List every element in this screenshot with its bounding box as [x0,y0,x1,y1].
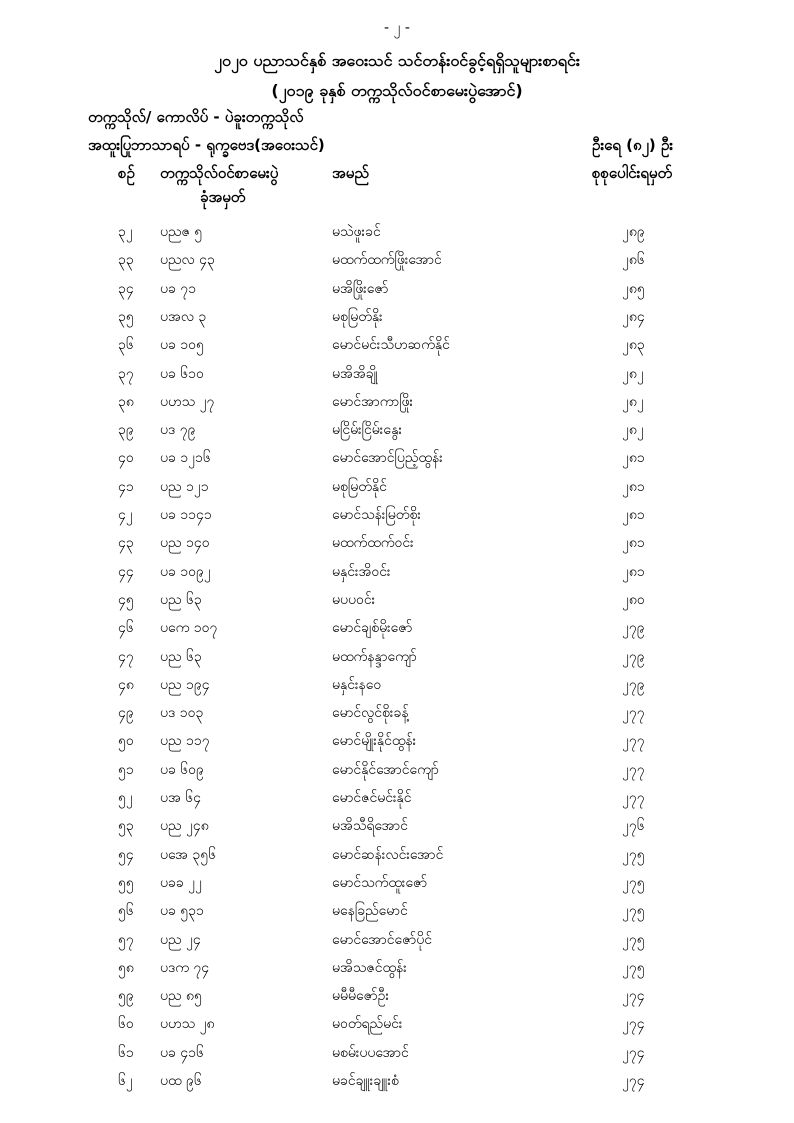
table-row [0,448,794,476]
table-row [0,562,794,590]
roll-number: ပခခ ၂၂ [160,874,202,891]
total-marks: ၂၇၉ [622,620,645,637]
total-marks: ၂၈၃ [622,337,645,354]
table-row [0,1043,794,1071]
total-marks: ၂၈၁ [622,535,645,552]
roll-number: ပခ ၁၂၁၆ [160,450,211,467]
row-number: ၆၀ [118,1016,134,1033]
table-row [0,930,794,958]
header-no: စဉ် [118,164,135,182]
row-number: ၄၅ [118,591,134,608]
roll-number: ပခ ၇၁ [160,280,197,297]
table-row [0,335,794,363]
total-marks: ၂၈၁ [622,507,645,523]
row-number: ၄၃ [118,535,134,552]
page-number: - ၂ - [384,20,410,36]
roll-number: ပအ ၆၄ [160,790,202,806]
row-number: ၃၅ [118,308,134,325]
roll-number: ပညဇ ၅ [160,224,203,240]
university-line: တက္ကသိုလ်/ ကောလိပ် - ပဲခူးတက္ကသိုလ် [88,108,304,126]
roll-number: ပခ ၅၃၁ [160,903,204,920]
table-row [0,420,794,448]
row-number: ၄၈ [118,676,134,693]
student-name: မောင်မျိုးနိုင်ထွန်း [332,733,417,750]
total-marks: ၂၇၇ [622,761,645,778]
header-roll-line2: ခုံအမှတ် [200,188,246,206]
student-name: မထက်ထက်ဖြိုးအောင် [332,252,442,269]
student-name: မောင်ဆန်းလင်းအောင် [332,846,444,863]
roll-number: ပခ ၆၀၉ [160,761,204,778]
student-name: မအိအိချို [332,365,378,382]
total-marks: ၂၇၇ [622,705,645,722]
row-number: ၅၃ [118,818,134,835]
roll-number: ပည ၁၉၄ [160,676,210,693]
table-row [0,364,794,392]
row-number: ၅၂ [118,790,133,806]
table-row [0,816,794,844]
student-name: မောင်နိုင်အောင်ကျော် [332,761,439,778]
table-row [0,307,794,335]
student-name: မောင်လွင်စိုးခန့် [332,705,409,722]
roll-number: ပည ၁၄၀ [160,535,210,552]
roll-number: ပဒ ၁၀၃ [160,705,204,722]
roll-number: ပည ၈၅ [160,988,202,1005]
student-name: မထက်နန္ဒာကျော် [332,648,417,665]
student-name: မောင်သန်းမြတ်စိုး [332,507,421,523]
roll-number: ပခ ၁၁၄၁ [160,507,212,523]
table-row [0,845,794,873]
student-name: မနေခြည်မောင် [332,903,408,920]
total-marks: ၂၈၁ [622,478,645,495]
roll-number: ပည ၁၂၁ [160,478,209,495]
row-number: ၃၈ [118,393,134,410]
student-name: မထက်ထက်ဝင်း [332,535,414,552]
student-name: မအိသဇင်ထွန်း [332,959,407,976]
row-number: ၄၆ [118,620,134,637]
table-row [0,703,794,731]
table-row [0,533,794,561]
total-marks: ၂၇၄ [622,1016,645,1033]
header-roll: တက္ကသိုလ်ဝင်စာမေးပွဲ [160,164,279,182]
header-name: အမည် [332,164,369,182]
total-marks: ၂၈၁ [622,450,645,467]
total-marks: ၂၈၁ [622,563,645,580]
total-marks: ၂၈၂ [622,365,644,382]
student-name: မောင်အောင်ပြည့်ထွန်း [332,450,443,467]
table-row [0,675,794,703]
roll-number: ပဟသ ၂၈ [160,1016,215,1033]
table-row [0,873,794,901]
count-label: ဦးရေ (၈၂) ဦး [592,136,674,154]
row-number: ၃၃ [118,252,134,269]
total-marks: ၂၇၅ [622,903,645,920]
student-name: မငြိမ်းငြိမ်းနွေး [332,422,402,439]
total-marks: ၂၇၄ [622,988,645,1005]
roll-number: ပထ ၉၆ [160,1073,202,1089]
student-name: မောင်အာကာဖြိုး [332,393,414,410]
row-number: ၅၈ [118,959,134,976]
student-name: မောင်ဇင်မင်းနိုင် [332,790,412,806]
student-name: မောင်မင်းသီဟဆက်နိုင် [332,337,450,354]
row-number: ၅၆ [118,903,134,920]
row-number: ၅၉ [118,988,134,1005]
row-number: ၃၉ [118,422,134,439]
student-name: မပပဝင်း [332,591,376,608]
roll-number: ပခ ၆၁၀ [160,365,204,382]
total-marks: ၂၇၉ [622,676,645,693]
total-marks: ၂၇၄ [622,1044,645,1061]
table-row [0,505,794,533]
student-name: မသဲဖူးခင် [332,224,381,240]
student-name: မအိဖြိုးဇော် [332,280,389,297]
roll-number: ပဒက ၇၄ [160,959,210,976]
table-row [0,392,794,420]
row-number: ၄၀ [118,450,134,467]
row-number: ၃၇ [118,365,134,382]
row-number: ၅၀ [118,733,134,750]
table-row [0,250,794,278]
table-row [0,901,794,929]
table-row [0,1014,794,1042]
student-name: မစမ်းပပအောင် [332,1044,409,1061]
roll-number: ပဟသ ၂၇ [160,393,215,410]
total-marks: ၂၇၇ [622,733,645,750]
student-name: မောင်ချစ်မိုးဇော် [332,620,413,637]
row-number: ၆၂ [118,1073,133,1089]
total-marks: ၂၈၂ [622,393,644,410]
row-number: ၄၂ [118,507,133,523]
roll-number: ပကေ ၁၀၇ [160,620,218,637]
total-marks: ၂၇၅ [622,959,645,976]
table-row [0,788,794,816]
row-number: ၄၁ [118,478,134,495]
table-row [0,590,794,618]
total-marks: ၂၈၅ [622,280,645,297]
roll-number: ပဒ ၇၉ [160,422,196,439]
header-marks: စုစုပေါင်းရမှတ် [592,164,673,182]
row-number: ၆၁ [118,1044,134,1061]
total-marks: ၂၇၆ [622,818,645,835]
total-marks: ၂၈၄ [622,308,645,325]
row-number: ၄၄ [118,563,134,580]
total-marks: ၂၈၉ [622,224,645,240]
student-name: မမီမီဇော်ဦး [332,988,389,1005]
table-row [0,986,794,1014]
roll-number: ပအေ ၃၅၆ [160,846,216,863]
student-name: မစုမြတ်နိုင် [332,478,387,495]
roll-number: ပခ ၄၁၆ [160,1044,204,1061]
total-marks: ၂၈၆ [622,252,645,269]
roll-number: ပည ၆၃ [160,591,202,608]
roll-number: ပည ၂၄ [160,931,201,948]
student-name: မနှင်းအိဝင်း [332,563,391,580]
roll-number: ပအလ ၃ [160,308,207,325]
table-row [0,618,794,646]
row-number: ၅၅ [118,874,134,891]
total-marks: ၂၇၄ [622,1073,645,1089]
table-row [0,760,794,788]
row-number: ၃၂ [118,224,133,240]
row-number: ၃၄ [118,280,134,297]
table-row [0,731,794,759]
table-row [0,1071,794,1099]
student-name: မောင်အောင်ဇော်ပိုင် [332,931,432,948]
document-title: ၂၀၂၀ ပညာသင်နှစ် အဝေးသင် သင်တန်းဝင်ခွင့်ရရှိသူများစာရင်း [214,51,580,70]
student-name: မနှင်းနဝေ [332,676,382,693]
total-marks: ၂၇၇ [622,790,645,806]
total-marks: ၂၈၀ [622,591,645,608]
student-name: မဝတ်ရည်မင်း [332,1016,403,1033]
student-name: မစုမြတ်နိုး [332,308,383,325]
table-row [0,222,794,250]
roll-number: ပည ၆၃ [160,648,202,665]
row-number: ၄၇ [118,648,134,665]
roll-number: ပည ၂၄၈ [160,818,209,835]
document-subtitle: (၂၀၁၉ ခုနှစ် တက္ကသိုလ်ဝင်စာမေးပွဲအောင်) [271,81,523,100]
total-marks: ၂၇၅ [622,874,645,891]
row-number: ၄၉ [118,705,134,722]
table-row [0,958,794,986]
roll-number: ပည ၁၁၇ [160,733,210,750]
table-row [0,477,794,505]
student-name: မခင်ချူးချူးစံ [332,1073,399,1089]
student-name: မအိသီရိအောင် [332,818,408,835]
row-number: ၅၇ [118,931,134,948]
roll-number: ပညလ ၄၃ [160,252,215,269]
student-name: မောင်သက်ထူးဇော် [332,874,428,891]
total-marks: ၂၇၉ [622,648,645,665]
row-number: ၅၁ [118,761,134,778]
row-number: ၅၄ [118,846,134,863]
table-row [0,279,794,307]
total-marks: ၂၇၅ [622,846,645,863]
row-number: ၃၆ [118,337,134,354]
total-marks: ၂၈၂ [622,422,644,439]
table-row [0,647,794,675]
specialization-label: အထူးပြုဘာသာရပ် - ရုက္ခဗေဒ(အဝေးသင်) [88,136,325,154]
roll-number: ပခ ၁၀၅ [160,337,204,354]
total-marks: ၂၇၅ [622,931,645,948]
roll-number: ပခ ၁၀၉၂ [160,563,211,580]
